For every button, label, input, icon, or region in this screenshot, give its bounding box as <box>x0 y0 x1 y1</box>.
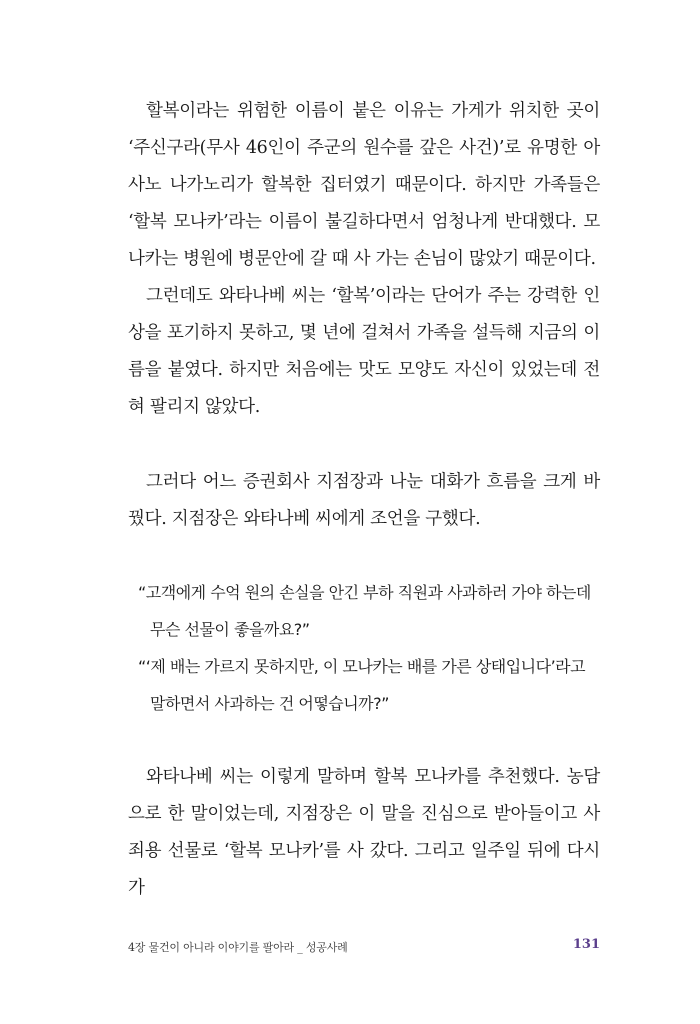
text-block-middle <box>128 464 600 538</box>
text-block-top <box>128 93 600 426</box>
paragraph-recommendation: 와타나베 씨는 이렇게 말하며 할복 모나카를 추천했다. 농담으로 한 말이었는데, 지점장은 이 말을 진심으로 받아들이고 사죄용 선물로 ‘할복 모나카’를 사 갔다. 그리고 일주일 뒤에 다시 가 <box>128 767 600 898</box>
page-number: 131 <box>572 937 600 952</box>
paragraph-name-decision: 그런데도 와타나베 씨는 ‘할복’이라는 단어가 주는 강력한 인상을 포기하지 못하고, 몇 년에 걸쳐서 가족을 설득해 지금의 이름을 붙였다. 하지만 처음에는 맛도 모양도 자신이 있었는데 전혀 팔리지 않았다. <box>128 286 600 417</box>
text-block-bottom <box>128 759 600 907</box>
quote-watanabe: “‘제 배는 가르지 못하지만, 이 모나카는 배를 가른 상태입니다’라고 말하면서 사과하는 건 어떻습니까?” <box>138 657 586 713</box>
quote-branch-manager: “고객에게 수억 원의 손실을 안긴 부하 직원과 사과하러 가야 하는데 무슨 선물이 좋을까요?” <box>138 583 591 639</box>
paragraph-harakiri-origin: 할복이라는 위험한 이름이 붙은 이유는 가게가 위치한 곳이 ‘주신구라(무사 46인이 주군의 원수를 갚은 사건)’로 유명한 아사노 나가노리가 할복한 집터였기 때문이다. 하지만 가족들은 ‘할복 모나카’라는 이름이 불길하다면서 엄청나게 반대했다. 모나카는 병원에 병문안에 갈 때 사 가는 손님이 많았기 때문이다. <box>128 101 600 269</box>
running-footer-chapter-title: 4장 물건이 아니라 이야기를 팔아라 _ 성공사례 <box>128 941 348 954</box>
dialogue-block <box>138 574 602 722</box>
paragraph-turning-point: 그러다 어느 증권회사 지점장과 나눈 대화가 흐름을 크게 바꿨다. 지점장은 와타나베 씨에게 조언을 구했다. <box>128 472 600 529</box>
